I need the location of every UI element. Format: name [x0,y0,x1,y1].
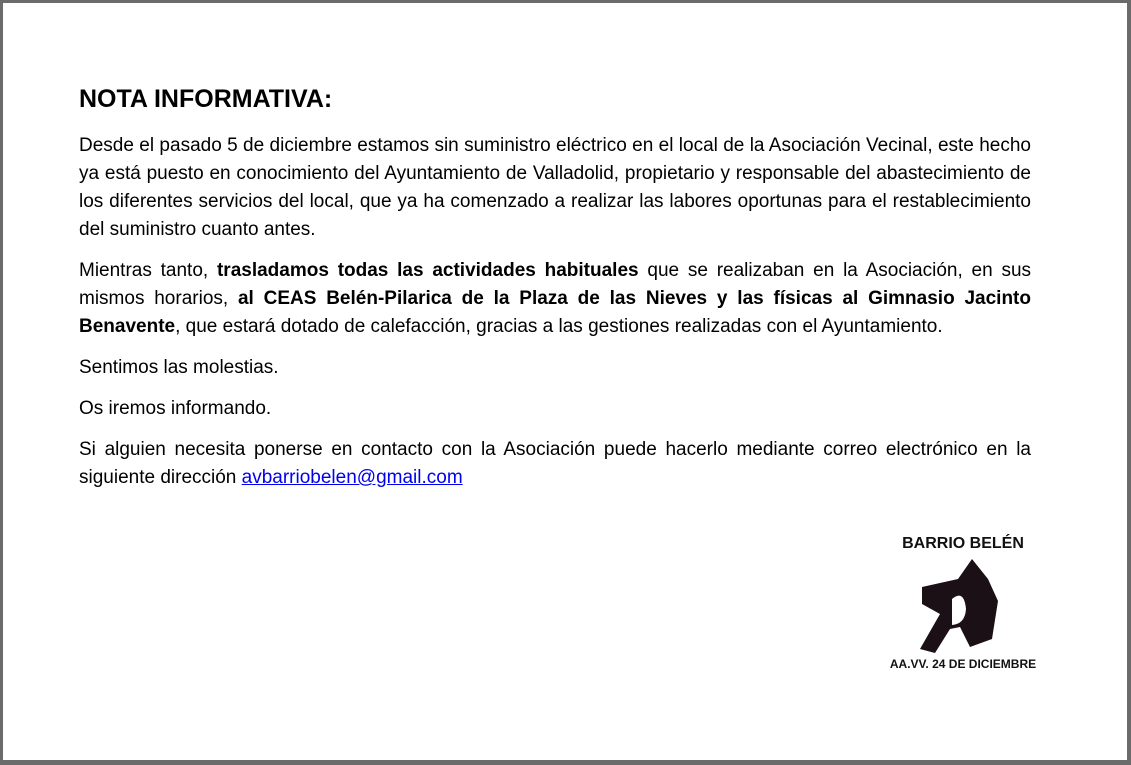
paragraph-relocation [79,257,1031,341]
text: Mientras tanto, [79,260,217,281]
logo-bottom-text: AA.VV. 24 DE DICIEMBRE [889,657,1037,671]
text: que se realizaban en la Asociación, en sus mismos horarios, [79,260,1032,309]
email-link[interactable]: avbarriobelen@gmail.com [241,467,463,488]
logo-top-text: BARRIO BELÉN [902,535,1024,552]
logo-mark-icon [918,555,1008,655]
text: , que estará dotado de calefacción, gracias a las gestiones realizadas con el Ayuntamiento. [175,316,943,337]
bold-text: al CEAS Belén-Pilarica de la Plaza de las Nieves y las físicas al Gimnasio Jacinto Benavente [79,288,1031,337]
paragraph-apology: Sentimos las molestias. [79,357,279,378]
document-page [3,3,1127,760]
paragraph-updates: Os iremos informando. [79,398,272,419]
bold-text: trasladamos todas las actividades habituales [216,260,639,281]
paragraph-power-outage: Desde el pasado 5 de diciembre estamos sin suministro eléctrico en el local de la Asociación Vecinal, este hecho ya está puesto en conocimiento del Ayuntamiento de Valladolid, propietario y responsable del abastecimiento de los diferentes servicios del local, que ya ha comenzado a realizar las labores oportunas para el restablecimiento del suministro cuanto antes. [79,135,1031,240]
paragraph-contact [79,436,1031,492]
page-title: NOTA INFORMATIVA: [79,85,333,113]
association-logo [865,535,1061,685]
document-body [79,83,1031,505]
text: Si alguien necesita ponerse en contacto con la Asociación puede hacerlo mediante correo electrónico en la siguiente dirección [79,439,1031,488]
